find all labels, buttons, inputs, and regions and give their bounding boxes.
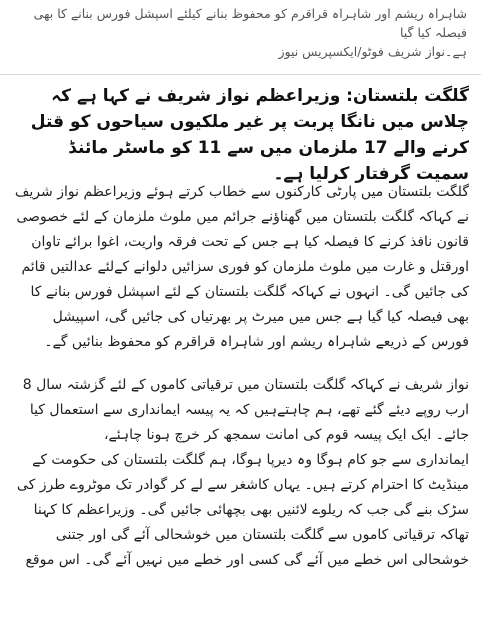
article-paragraph-2: نواز شریف نے کہاکہ گلگت بلتستان میں ترقیاتی کاموں کے لئے گزشتہ سال 8 ارب روپے دیئے گئے تھے، ہم چاہتےہیں کہ یہ پیسہ ایمانداری سے استعمال کیا جائے۔ ایک ایک پیسہ قوم کی امانت سمجھ کر خرچ ہونا چاہئے، (22, 377, 469, 443)
caption-divider (0, 74, 481, 75)
caption-line-2: ہے۔نواز شریف فوٹو/ایکسپریس نیوز (278, 44, 467, 59)
article-body (12, 180, 469, 591)
image-caption (10, 4, 467, 61)
article-lead: گلگت بلتستان: وزیراعظم نواز شریف نے کہا ہے کہ چلاس میں نانگا پربت پر غیر ملکیوں سیاحوں کو قتل کرنے والے 17 ملزمان میں سے 11 کو ماسٹر مائنڈ سمیت گرفتار کرلیا ہے۔ (30, 86, 469, 184)
caption-line-1: شاہراہ ریشم اور شاہراہ قراقرم کو محفوظ بنانے کیلئے اسپشل فورس بنانے کا بھی فیصلہ کیا گیا (33, 6, 467, 40)
article-paragraph-3: ایمانداری سے جو کام ہوگا وہ دیرپا ہوگا، ہم گلگت بلتستان کی حکومت کے مینڈیٹ کا احترام کرتے ہیں۔ یہاں کاشغر سے لے کر گوادر تک موٹروے طرز کی سڑک بنے گی جب کہ ریلوے لائنیں بھی بچھائی جائیں گی۔ وزیراعظم کا کہنا تھاکہ ترقیاتی کاموں سے گلگت بلتستان میں خوشحالی آئے گی اور جتنی خوشحالی اس خطے میں آئے گی کسی اور خطے میں نہیں آئے گی۔ اس موقع (16, 452, 469, 568)
article-paragraph-1: گلگت بلتستان میں پارٹی کارکنوں سے خطاب کرتے ہوئے وزیراعظم نواز شریف نے کہاکہ گلگت بلتستان میں گھناؤنے جرائم میں ملوث ملزمان کے لئے خصوصی قانون نافذ کرنے کا فیصلہ کیا ہے جس کے تحت فرقہ واریت، اغوا برائے تاوان اورقتل و غارت میں ملوث ملزمان کو فوری سزائیں دلوانے کےلئے عدالتیں قائم کی جائیں گی۔ انہوں نے کہاکہ گلگت بلتستان کے لئے اسپشل فورس بنانے کا بھی فیصلہ کیا گیا ہے جس میں میرٹ پر بھرتیاں کی جائیں گی، اسپیشل فورس کے ذریعے شاہراہ ریشم اور شاہراہ قراقرم کو محفوظ بنائیں گے۔ (14, 184, 469, 350)
